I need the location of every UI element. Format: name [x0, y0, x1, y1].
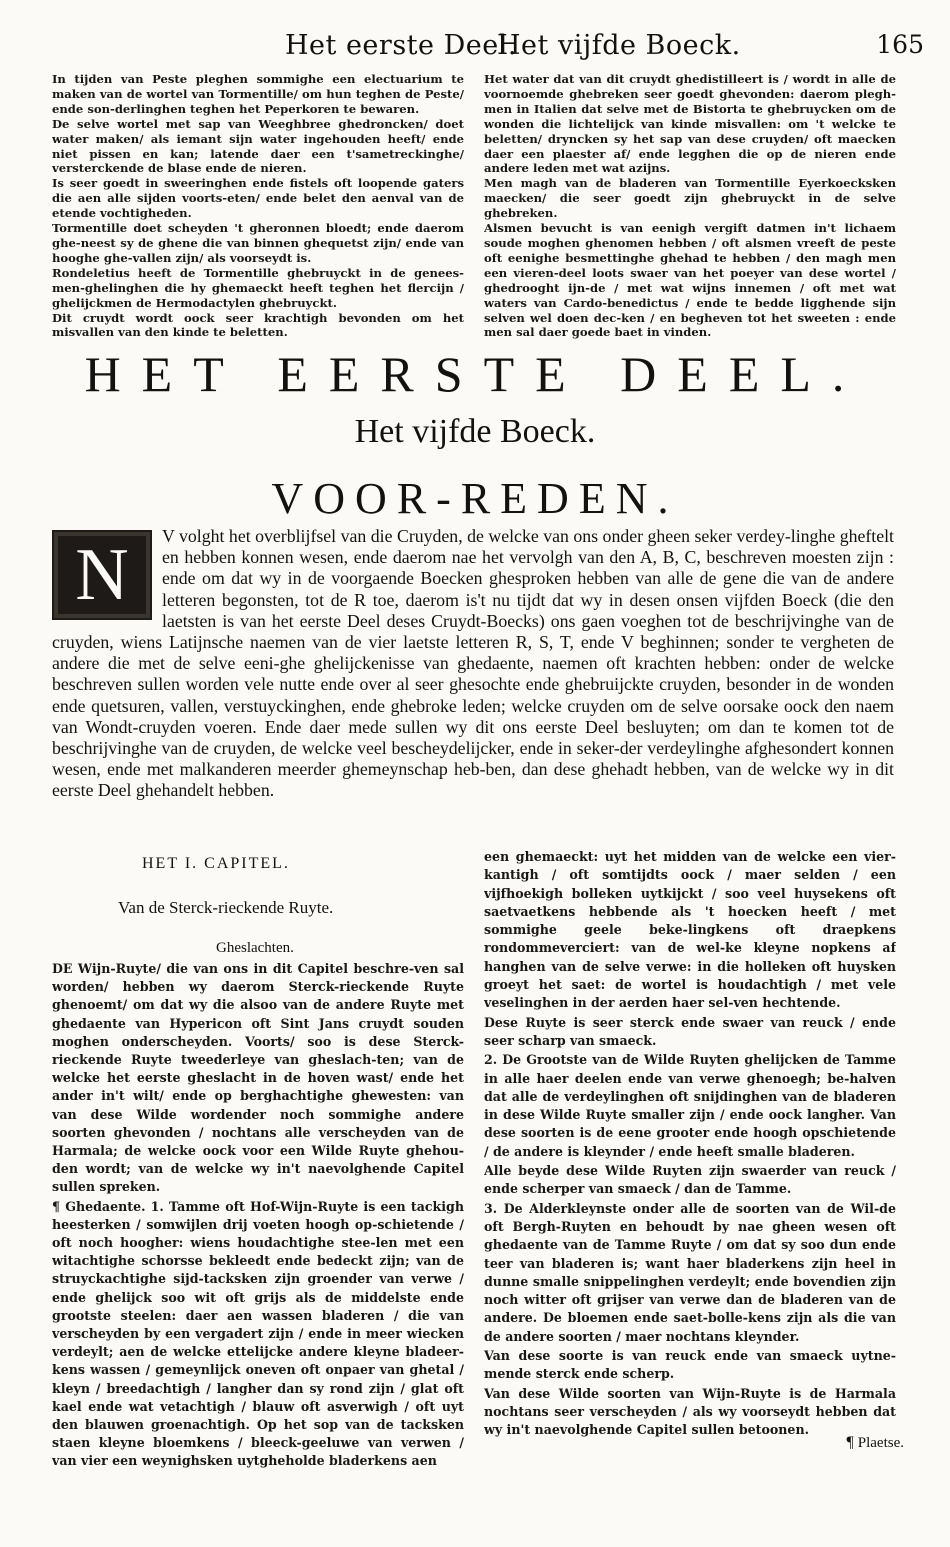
chapter-heading: HET I. CAPITEL.	[142, 855, 290, 872]
part-title: HET EERSTE DEEL.	[84, 346, 866, 402]
paragraph: DE Wijn-Ruyte/ die van ons in dit Capitel beschre-ven sal worden/ hebben wy daerom Sterck-rieckende Ruyte ghenoemt/ om dat wy die alsoo van de andere Ruyte met ghedaente van Hypericon oft Sint Jans cruydt souden moghen onderscheyden. Voorts/ soo is dese Sterck-rieckende Ruyte tweederleye van gheslach-ten; van de welcke het eerste gheslacht in de hoven wast/ ende het ander in't wilt/ ende op berghachtighe ghewesten: van van dese Wilde wordender noch sommighe andere soorten ghevonden / nochtans alle verscheyden van de Harmala; de welcke oock voor een Wilde Ruyte ghehou-den wordt; van de welcke wy in't naevolghende Capitel sullen spreken.	[52, 961, 464, 1195]
preface-paragraph: V volght het overblijfsel van die Cruyden, de welcke van ons onder gheen seker verdey-linghe gheftelt en hebben konnen wesen, ende daerom nae het vervolgh van den A, B, C, beschreven moesten zijn : ende om dat wy in de voorgaende Boecken ghesproken hebben van alle de gene die van de andere letteren begonsten, tot de R toe, daerom is't nu tijdt dat wy in desen onsen vijfden Boeck (die den laetsten is van het eerste Deel deses Cruydt-Boecks) ons gaen voeghen tot de beschrijvinghe van de cruyden, wiens Latijnsche naemen van de vier laetste letteren R, S, T, ende V beghinnen; sonder te vergheten de andere die met de selve eeni-ghe ghelijckenisse van ghedaente, naemen oft krachten hebben: onder de welcke beschreven sullen worden vele nutte ende over al seer ghesochte ende ghebruijckte cruyden, besonder in de wonden ende quetsuren, vallen, verstuyckinghen, ende ghebroke leden; welcke cruyden om de selve oorsake oock den naem van Wondt-cruyden voeren. Ende daer mede sullen wy dit ons eerste Deel besluyten; om dan te komen tot de beschrijvinghe van de cruyden, de welcke veel bescheydelijcker, ende in seker-der verdeylinghe afghesondert konnen wesen, ende met malkanderen meerder ghemeynschap heb-ben, dan dese ghehadt hebben, van de welcke wy in dit eerste Deel ghehandelt hebben.	[52, 526, 894, 801]
paragraph: 3. De Alderkleynste onder alle de soorten van de Wil-de oft Bergh-Ruyten en behoudt by nae gheen wesen oft ghedaente van de Tamme Ruyte / om dat sy soo dun ende teer van bladeren is; want haer bladerkens zijn heel in dunne smalle snippelinghen verdeylt; ende bovendien zijn noch witter oft grijser van verwe dan de bladeren van de andere. De bloemen ende saet-bolle-kens zijn als die van de andere soorten / maer nochtans kleynder.	[484, 1200, 896, 1344]
paragraph: Van dese Wilde soorten van Wijn-Ruyte is de Harmala nochtans seer verscheyden / als wy voorseydt hebben dat wy in't naevolghende Capitel sullen betoonen.	[484, 1385, 896, 1438]
paragraph: een ghemaeckt: uyt het midden van de welcke een vier-kantigh / oft somtijdts oock / maer selden / een vijfhoekigh bolleken uytkijckt / soo veel huysekens oft saetvaetkens hebbende als 't hoecken heeft / met sommighe geele beke-lingkens oft draepkens rondommeverciert: van de wel-ke kleyne nopkens af hanghen van de selve verwe: in die holleken oft huysken groeyt het saet: de wortel is houdachtigh / met vele veselinghen in der aerden haer sel-ven hechtende.	[484, 849, 896, 1011]
running-head-left: Het eerste Deel.	[285, 30, 517, 61]
paragraph: ¶ Ghedaente. 1. Tamme oft Hof-Wijn-Ruyte is een tackigh heesterken / somwijlen drij voeten hoogh op-schietende / oft noch hoogher: wiens houdachtighe stee-len met een witachtighe schorsse bekleedt ende bedeckt zijn; van de struyckachtighe sijd-tacksken zijn groender van verwe / ende ghelijck soo wit oft grijs als de middelste ende grootste steelen: daer aen wassen bladeren / die van verscheyden by een vergadert zijn / ende in meer wiecken verdeylt; aen de welcke ettelijcke andere kleyne bladeer-kens wassen / gemeynlijck oneven oft onpaer van ghetal / kleyn / breedachtigh / langher dan sy rond zijn / glat oft kael ende wat vetachtigh / blauw oft asverwigh / oft uyt den blauwen groenachtigh. Op het sop van de tacksken staen kleyne bloemkens / bleeck-geeluwe van verwen / van vier een weynighsken uytgheholde bladerkens aen	[52, 1198, 464, 1469]
bottom-left-column	[52, 960, 464, 1472]
paragraph: Het water dat van dit cruydt ghedistilleert is / wordt in alle de voornoemde ghebreken seer goedt ghevonden: daerom plegh-men in Italien dat selve met de Bistorta te ghebruycken om de wonden die lichtelijck van kinde misvallen: om 't welcke te beletten/ dryncken sy het sap van dese cruyden/ oft maecken daer een plaester af/ ende legghen die op de nieren ende andere leden met wat azijns.	[484, 72, 896, 176]
paragraph: Alle beyde dese Wilde Ruyten zijn swaerder van reuck / ende scherper van smaeck / dan de Tamme.	[484, 1163, 896, 1197]
preface-title: VOOR-REDEN.	[271, 474, 679, 523]
top-right-column	[484, 72, 896, 340]
preface-text-block	[52, 526, 894, 802]
paragraph: Tormentille doet scheyden 't gheronnen bloedt; ende daerom ghe-neest sy de ghene die van binnen ghequetst zijn/ ende van hooghe ghe-vallen zijn/ als voorseydt is.	[52, 221, 464, 265]
paragraph: In tijden van Peste pleghen sommighe een electuarium te maken van de wortel van Tormentille/ om hun teghen de Peste/ ende son-derlinghen teghen het Peperkoren te bewaren.	[52, 72, 464, 116]
chapter-title: Van de Sterck-rieckende Ruyte.	[118, 898, 334, 917]
top-left-column	[52, 72, 464, 340]
paragraph: De selve wortel met sap van Weeghbree ghedroncken/ doet water maken/ als iemant sijn water ingehouden heeft/ ende niet pissen en kan; latende daer een t'sametreckinghe/ versterckende de blase ende de nieren.	[52, 116, 464, 176]
bottom-right-column	[484, 848, 896, 1441]
running-head-middle: Het vijfde Boeck.	[497, 30, 741, 61]
pilcrow-icon: ¶	[846, 1434, 858, 1451]
paragraph: Dese Ruyte is seer sterck ende swaer van reuck / ende seer scharp van smaeck.	[484, 1014, 896, 1048]
section-heading: Gheslachten.	[216, 940, 294, 956]
catchword	[847, 1434, 905, 1452]
decorated-initial: N	[52, 530, 152, 620]
catchword-text: Plaetse.	[857, 1435, 904, 1451]
paragraph: Dit cruydt wordt oock seer krachtigh bevonden om het misvallen van den kinde te beletten.	[52, 310, 464, 340]
paragraph: Is seer goedt in sweeringhen ende fistels oft loopende gaters die aen alle sijden voorts-eten/ ende belet den aenval van de etende vochtigheden.	[52, 176, 464, 221]
paragraph: Men magh van de bladeren van Tormentille Eyerkoecksken maecken/ die seer goedt zijn ghebruyckt in de selve ghebreken.	[484, 176, 896, 221]
paragraph: 2. De Grootste van de Wilde Ruyten ghelijcken de Tamme in alle haer deelen ende van verwe ghenoegh; be-halven dat alle de verdeylinghen oft snijdinghen van de bladeren in dese Wilde Ruyte smaller zijn / ende oock langher. Van dese soorten is de eene grooter ende hoogh opschietende / de andere is kleynder / ende heeft smalle bladeren.	[484, 1052, 896, 1159]
book-subtitle: Het vijfde Boeck.	[354, 413, 596, 450]
paragraph: Alsmen bevucht is van eenigh vergift datmen in't lichaem soude moghen ghenomen hebben / oft alsmen vreeft de peste oft eenighe besmettinghe ghehad te hebben / den magh men een vieren-deel loots swaer van het poeyer van dese wortel / ghedrooght ijn-de / met wat wijns innemen / oft met wat waters van Cardo-benedictus / ende te bedde ligghende sijn selven wel doen dec-ken / en begheven tot het sweeten : ende men sal daer goede baet in vinden.	[484, 221, 896, 340]
page-number: 165	[876, 30, 924, 59]
paragraph: Van dese soorte is van reuck ende van smaeck uytne-mende sterck ende scherp.	[484, 1348, 896, 1382]
paragraph: Rondeletius heeft de Tormentille ghebruyckt in de genees-men-ghelinghen die hy ghemaeckt heeft teghen het flercijn / ghelijckmen de Hermodactylen ghebruyckt.	[52, 265, 464, 310]
